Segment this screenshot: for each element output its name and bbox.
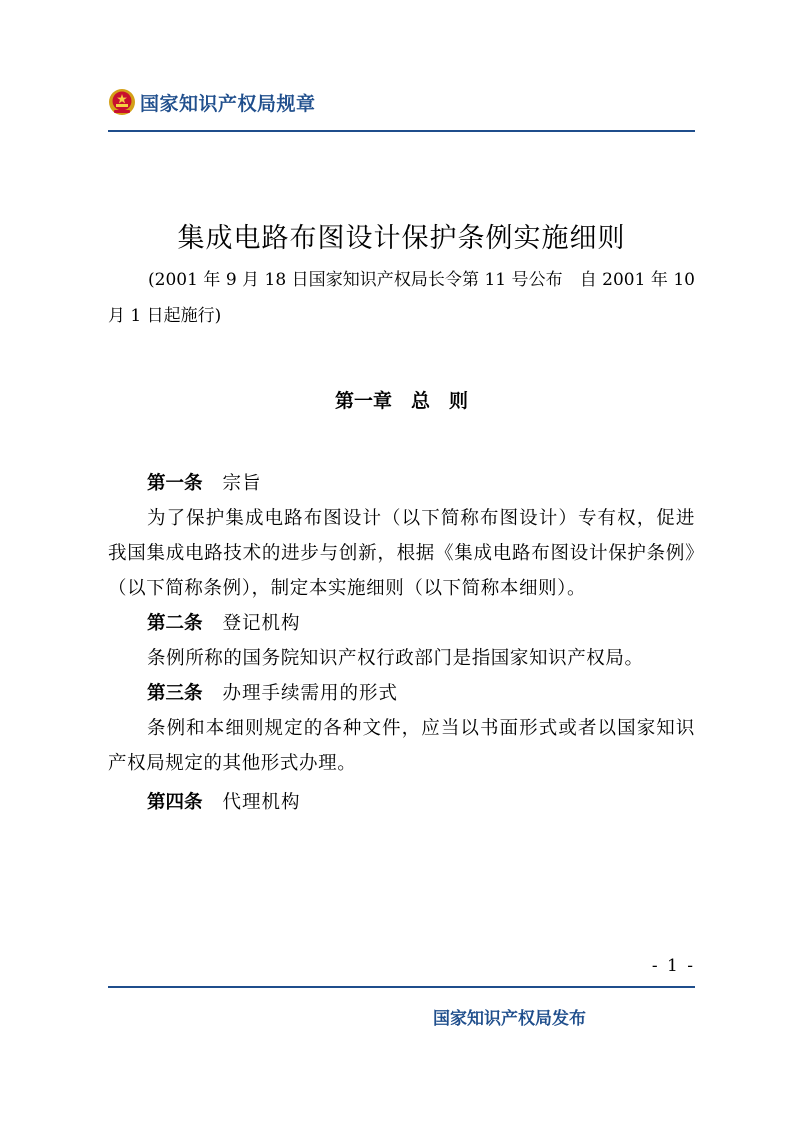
national-emblem-icon	[108, 88, 136, 116]
article-number: 第四条	[147, 792, 203, 813]
article-text: 条例和本细则规定的各种文件，应当以书面形式或者以国家知识产权局规定的其他形式办理。	[108, 718, 695, 774]
footer-divider	[108, 986, 695, 988]
header-title: 国家知识产权局规章	[140, 92, 316, 115]
chapter-heading: 第一章 总 则	[334, 390, 468, 412]
article-heading	[108, 676, 695, 711]
document-subtitle: (2001 年 9 月 18 日国家知识产权局长令第 11 号公布 自 2001 年 10 月 1 日起施行)	[108, 270, 695, 326]
article-title: 代理机构	[222, 792, 301, 813]
article-text: 为了保护集成电路布图设计（以下简称布图设计）专有权，促进我国集成电路技术的进步与创新，根据《集成电路布图设计保护条例》（以下简称条例），制定本实施细则（以下简称本细则）。	[108, 508, 695, 599]
article-heading	[108, 606, 695, 641]
page-header	[108, 84, 316, 120]
article-heading	[108, 466, 695, 501]
article-title: 宗旨	[222, 473, 262, 494]
page-number: - 1 -	[651, 956, 695, 976]
article-text: 条例所称的国务院知识产权行政部门是指国家知识产权局。	[147, 648, 644, 669]
article-title: 办理手续需用的形式	[222, 683, 399, 704]
footer-publisher: 国家知识产权局发布	[433, 1009, 586, 1029]
article-number: 第三条	[147, 683, 203, 704]
document-title: 集成电路布图设计保护条例实施细则	[177, 223, 626, 254]
article-number: 第二条	[147, 613, 203, 634]
article-number: 第一条	[147, 473, 203, 494]
header-divider	[108, 130, 695, 132]
article-heading	[108, 785, 695, 820]
article-title: 登记机构	[222, 613, 301, 634]
document-body	[108, 466, 695, 820]
